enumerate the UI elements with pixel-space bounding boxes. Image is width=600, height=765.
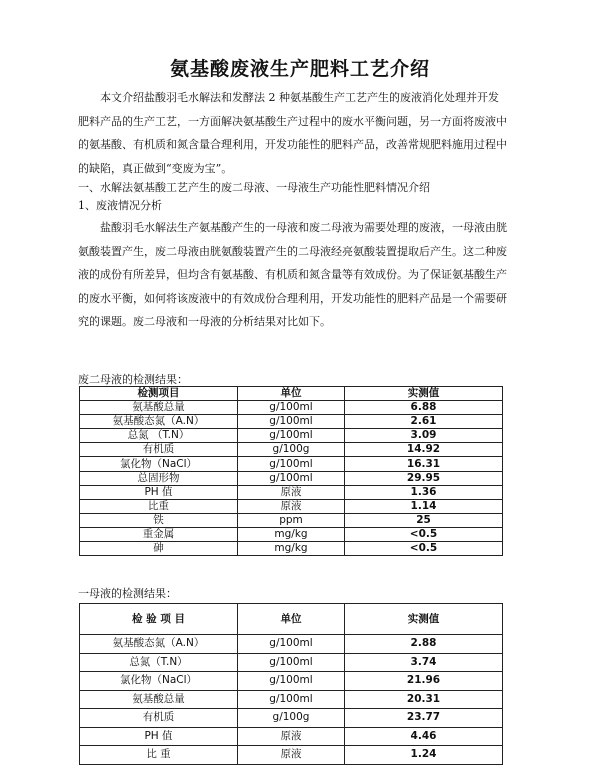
table-row xyxy=(80,653,503,672)
table-cell: g/100ml xyxy=(238,457,345,471)
table-first-mother-liquor xyxy=(79,603,503,765)
subsection-heading-1: 1、废液情况分析 xyxy=(78,199,162,212)
table-cell: 1.24 xyxy=(345,746,503,765)
table-row xyxy=(80,635,503,654)
table-row xyxy=(80,415,503,429)
table-cell: mg/kg xyxy=(238,542,345,556)
table-waste-second-mother-liquor xyxy=(79,386,503,556)
table-row xyxy=(80,429,503,443)
table-cell: 氨基酸态氮（A.N） xyxy=(80,415,238,429)
table-cell: 氨基酸总量 xyxy=(80,401,238,415)
table-cell: g/100ml xyxy=(238,415,345,429)
table-cell: 29.95 xyxy=(345,471,503,485)
table-row xyxy=(80,746,503,765)
table-cell: 氯化物（NaCl） xyxy=(80,672,238,691)
table-row xyxy=(80,499,503,513)
table-cell: 16.31 xyxy=(345,457,503,471)
intro-paragraph: 本文介绍盐酸羽毛水解法和发酵法 2 种氨基酸生产工艺产生的废液消化处理并开发肥料产品的生产工艺，一方面解决氨基酸生产过程中的废水平衡问题，另一方面将废液中的氨基酸、有机质和氮含量合理利用，开发功能性的肥料产品，改善常规肥料施用过程中的缺陷，真正做到“变废为宝”。 xyxy=(78,91,507,175)
table-cell: 2.88 xyxy=(345,635,503,654)
table-cell: mg/kg xyxy=(238,527,345,541)
table-cell: 23.77 xyxy=(345,709,503,728)
table-cell: PH 值 xyxy=(80,727,238,746)
table-row xyxy=(80,401,503,415)
table-header-row xyxy=(80,387,503,401)
table-cell: 总氮（T.N） xyxy=(80,653,238,672)
header-cell: 检测项目 xyxy=(80,387,238,401)
table-cell: 2.61 xyxy=(345,415,503,429)
table-cell: 原液 xyxy=(238,499,345,513)
table-cell: 总固形物 xyxy=(80,471,238,485)
table-cell: 14.92 xyxy=(345,443,503,457)
table-row xyxy=(80,527,503,541)
table-cell: 重金属 xyxy=(80,527,238,541)
table-cell: 比 重 xyxy=(80,746,238,765)
table-cell: g/100ml xyxy=(238,690,345,709)
table-cell: 铁 xyxy=(80,513,238,527)
table-row xyxy=(80,471,503,485)
table-cell: g/100ml xyxy=(238,635,345,654)
header-cell: 实测值 xyxy=(345,387,503,401)
table-cell: 有机质 xyxy=(80,443,238,457)
table-cell: g/100g xyxy=(238,709,345,728)
table-cell: g/100ml xyxy=(238,672,345,691)
table-cell: g/100g xyxy=(238,443,345,457)
table-cell: g/100ml xyxy=(238,429,345,443)
body-paragraph: 盐酸羽毛水解法生产氨基酸产生的一母液和废二母液为需要处理的废液，一母液由胱氨酸装置产生，废二母液由胱氨酸装置产生的二母液经亮氨酸装置提取后产生。这二种废液的成份有所差异，但均含有氨基酸、有机质和氮含量等有效成份。为了保证氨基酸生产的废水平衡，如何将该废液中的有效成份合理利用，开发功能性的肥料产品是一个需要研究的课题。废二母液和一母液的分析结果对比如下。 xyxy=(78,221,507,328)
table-row xyxy=(80,513,503,527)
table-cell: 1.36 xyxy=(345,485,503,499)
table-cell: 3.09 xyxy=(345,429,503,443)
table-cell: PH 值 xyxy=(80,485,238,499)
header-cell: 单位 xyxy=(238,604,345,635)
table-cell: ppm xyxy=(238,513,345,527)
table-cell: 氯化物（NaCl） xyxy=(80,457,238,471)
table-cell: 4.46 xyxy=(345,727,503,746)
table-row xyxy=(80,542,503,556)
table-cell: 原液 xyxy=(238,485,345,499)
table-cell: <0.5 xyxy=(345,542,503,556)
table-cell: 原液 xyxy=(238,746,345,765)
table-row xyxy=(80,690,503,709)
table-cell: 原液 xyxy=(238,727,345,746)
table-cell: 20.31 xyxy=(345,690,503,709)
table-cell: 有机质 xyxy=(80,709,238,728)
table-row xyxy=(80,485,503,499)
table-cell: 比重 xyxy=(80,499,238,513)
header-cell: 单位 xyxy=(238,387,345,401)
table-cell: 25 xyxy=(345,513,503,527)
table-row xyxy=(80,709,503,728)
table-cell: 6.88 xyxy=(345,401,503,415)
table-cell: 1.14 xyxy=(345,499,503,513)
table-cell: 砷 xyxy=(80,542,238,556)
header-cell: 检 验 项 目 xyxy=(80,604,238,635)
table2-caption: 一母液的检测结果： xyxy=(78,587,177,600)
table-cell: g/100ml xyxy=(238,471,345,485)
table-cell: 21.96 xyxy=(345,672,503,691)
section-heading-1: 一、水解法氨基酸工艺产生的废二母液、一母液生产功能性肥料情况介绍 xyxy=(78,181,430,194)
table-cell: 3.74 xyxy=(345,653,503,672)
table-cell: g/100ml xyxy=(238,653,345,672)
table-cell: g/100ml xyxy=(238,401,345,415)
document-title: 氨基酸废液生产肥料工艺介绍 xyxy=(169,58,430,80)
table-cell: 氨基酸总量 xyxy=(80,690,238,709)
table-cell: 氨基酸态氮（A.N） xyxy=(80,635,238,654)
table-row xyxy=(80,727,503,746)
table-cell: <0.5 xyxy=(345,527,503,541)
table1-caption: 废二母液的检测结果： xyxy=(78,373,188,386)
table-row xyxy=(80,672,503,691)
table-cell: 总氮 （T.N） xyxy=(80,429,238,443)
table-header-row xyxy=(80,604,503,635)
header-cell: 实测值 xyxy=(345,604,503,635)
table-row xyxy=(80,443,503,457)
table-row xyxy=(80,457,503,471)
